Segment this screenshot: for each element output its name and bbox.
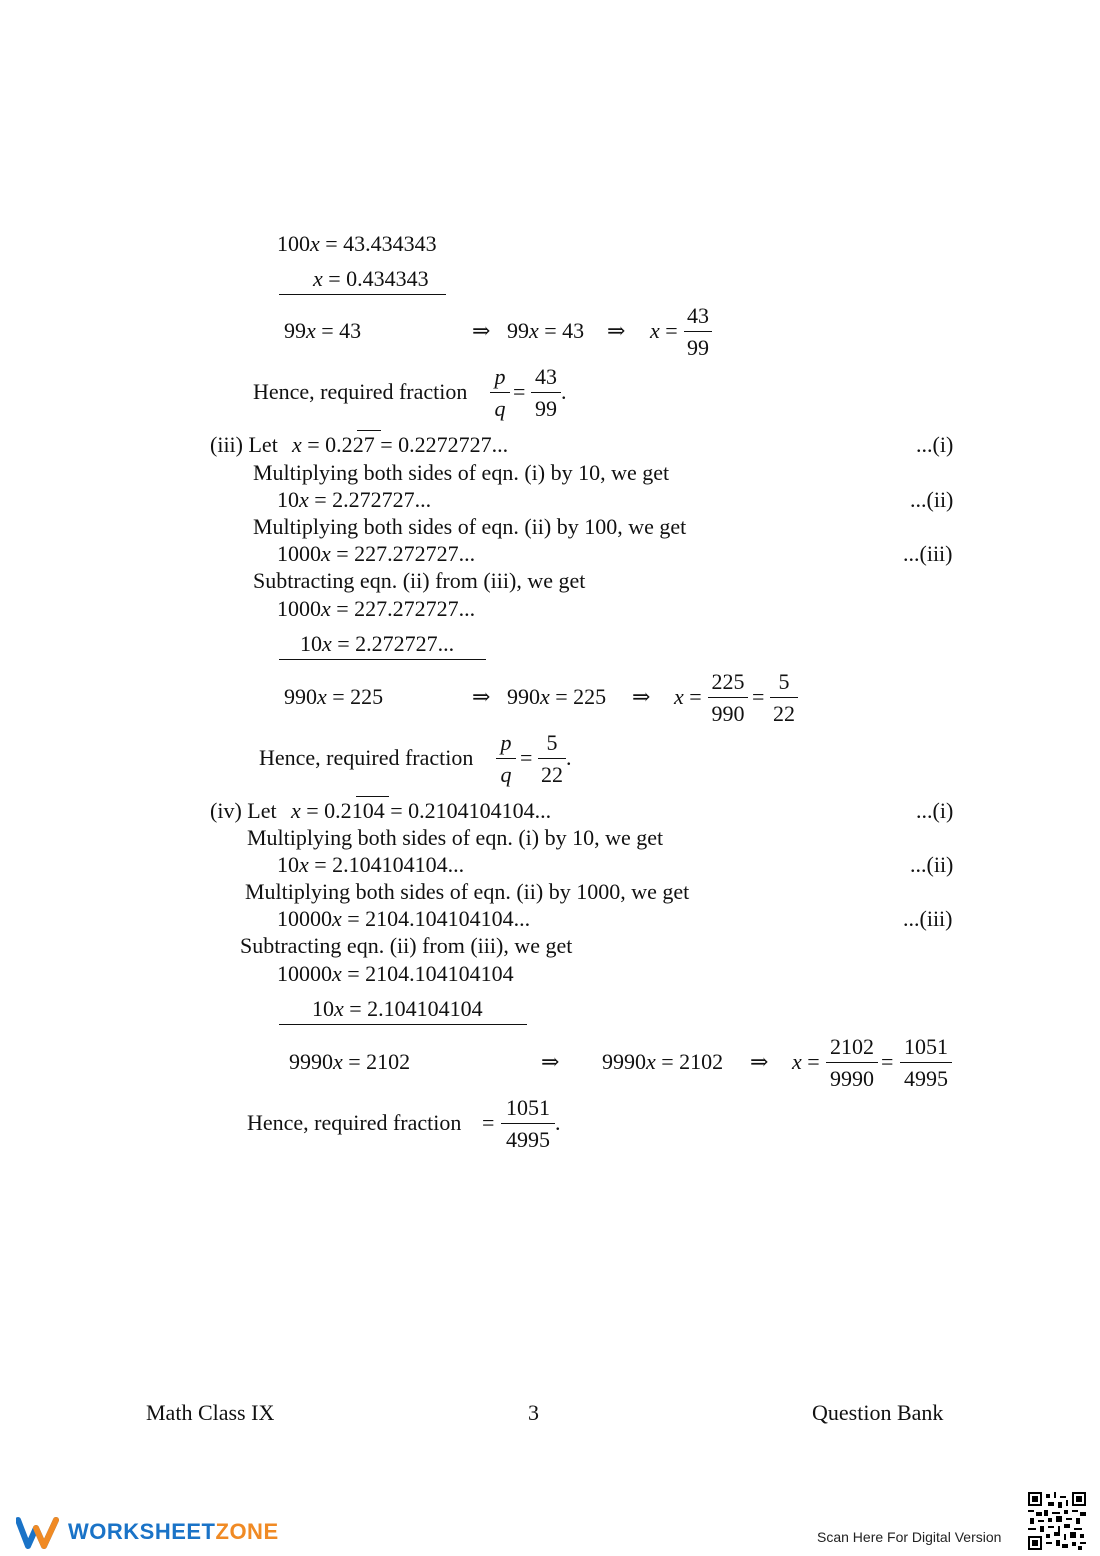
step-text: Multiplying both sides of eqn. (ii) by 1000, we get xyxy=(245,879,690,904)
x-equals: x = xyxy=(792,1049,820,1074)
x-equals: x = xyxy=(674,684,702,709)
hence-text: Hence, required fraction xyxy=(247,1110,462,1135)
eq-1000x: 1000x = 227.272727... xyxy=(277,541,476,566)
answer-fraction: 5 22 xyxy=(538,730,566,788)
subtraction-line xyxy=(279,294,446,295)
equals: = xyxy=(513,379,526,404)
implies-arrow: ⇒ xyxy=(472,318,491,343)
fraction-p-q: p q xyxy=(490,364,510,422)
eq-9990x-repeat: 9990x = 2102 xyxy=(602,1049,724,1074)
implies-arrow: ⇒ xyxy=(472,684,491,709)
scan-caption: Scan Here For Digital Version xyxy=(817,1529,1002,1545)
worksheetzone-logo-icon xyxy=(16,1516,60,1550)
hence-text: Hence, required fraction xyxy=(253,379,468,404)
page-number: 3 xyxy=(528,1400,539,1425)
eq-ref: ...(ii) xyxy=(910,852,954,877)
fraction-43-99: 43 99 xyxy=(684,303,712,361)
implies-arrow: ⇒ xyxy=(632,684,651,709)
eq-1000x: 1000x = 227.272727... xyxy=(277,596,476,621)
repeating-digits: 104 xyxy=(351,798,385,823)
period: . xyxy=(555,1110,561,1135)
answer-fraction: 43 99 xyxy=(531,364,561,422)
equals: = xyxy=(881,1049,894,1074)
eq-10x: 10x = 2.104104104 xyxy=(312,996,483,1021)
implies-arrow: ⇒ xyxy=(750,1049,769,1074)
repeat-overline xyxy=(356,796,389,797)
implies-arrow: ⇒ xyxy=(607,318,626,343)
let-expression: x = 0.227 = 0.2272727... xyxy=(292,432,509,457)
step-text: Multiplying both sides of eqn. (i) by 10, we get xyxy=(253,460,670,485)
eq-ref: ...(i) xyxy=(916,798,954,823)
eq-990x: 990x = 225 xyxy=(284,684,384,709)
eq-x: x = 0.434343 xyxy=(313,266,429,291)
step-text: Subtracting eqn. (ii) from (iii), we get xyxy=(253,568,586,593)
repeating-digits: 27 xyxy=(352,432,375,457)
eq-10x: 10x = 2.104104104... xyxy=(277,852,465,877)
eq-10x: 10x = 2.272727... xyxy=(277,487,432,512)
equals: = xyxy=(752,684,765,709)
footer-subject: Math Class IX xyxy=(146,1400,275,1425)
eq-ref: ...(i) xyxy=(916,432,954,457)
x-equals: x = xyxy=(650,318,678,343)
implies-arrow: ⇒ xyxy=(541,1049,560,1074)
fraction-2102-9990: 2102 9990 xyxy=(826,1034,878,1092)
eq-99x-repeat: 99x = 43 xyxy=(507,318,585,343)
fraction-1051-4995: 1051 4995 xyxy=(900,1034,952,1092)
period: . xyxy=(566,745,572,770)
fraction-225-990: 225 990 xyxy=(708,669,748,727)
equals: = xyxy=(482,1110,495,1135)
step-text: Subtracting eqn. (ii) from (iii), we get xyxy=(240,933,573,958)
eq-ref: ...(iii) xyxy=(903,541,953,566)
eq-9990x: 9990x = 2102 xyxy=(289,1049,411,1074)
hence-text: Hence, required fraction xyxy=(259,745,474,770)
answer-fraction: 1051 4995 xyxy=(501,1095,555,1153)
step-text: Multiplying both sides of eqn. (ii) by 100, we get xyxy=(253,514,687,539)
footer-title: Question Bank xyxy=(812,1400,944,1425)
eq-100x: 100x = 43.434343 xyxy=(277,231,437,256)
eq-10000x: 10000x = 2104.104104104 xyxy=(277,961,514,986)
fraction-p-q: p q xyxy=(496,730,516,788)
eq-10x: 10x = 2.272727... xyxy=(300,631,455,656)
step-text: Multiplying both sides of eqn. (i) by 10, we get xyxy=(247,825,664,850)
period: . xyxy=(561,379,567,404)
eq-ref: ...(ii) xyxy=(910,487,954,512)
repeat-overline xyxy=(357,430,381,431)
subtraction-line xyxy=(279,659,486,660)
equals: = xyxy=(520,745,533,770)
fraction-5-22: 5 22 xyxy=(770,669,798,727)
eq-99x: 99x = 43 xyxy=(284,318,362,343)
subtraction-line xyxy=(279,1024,527,1025)
let-expression: x = 0.2104 = 0.2104104104... xyxy=(291,798,552,823)
brand-wordmark: WORKSHEETZONE xyxy=(68,1519,279,1544)
part-iii-label: (iii) Let xyxy=(210,432,278,457)
part-iv-label: (iv) Let xyxy=(210,798,277,823)
qr-code-icon[interactable] xyxy=(1028,1492,1086,1550)
eq-ref: ...(iii) xyxy=(903,906,953,931)
eq-10000x: 10000x = 2104.104104104... xyxy=(277,906,531,931)
eq-990x-repeat: 990x = 225 xyxy=(507,684,607,709)
